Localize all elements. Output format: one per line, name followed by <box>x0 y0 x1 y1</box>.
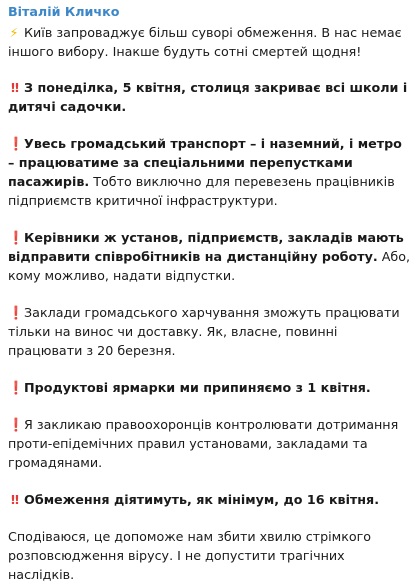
intro-text: Київ запроваджує більш суворі обмеження. В нас немає іншого вибору. Інакше будуть сотні смертей щодня! <box>8 25 402 59</box>
law-enforcement-text: Я закликаю правоохоронців контролювати дотримання проти-епідемічних правил установами, закладами та громадянами. <box>8 417 399 470</box>
exclamation-icon: ❗ <box>8 417 24 432</box>
remote-work-text: Або, кому можливо, надати відпустки. <box>8 249 411 283</box>
double-exclamation-icon: ‼ <box>11 80 17 95</box>
exclamation-icon: ❗ <box>8 136 24 151</box>
lightning-icon: ⚡ <box>9 25 19 40</box>
transport-bold-text: Увесь громадський транспорт – і наземний, і метро – працюватиме за спеціальними перепустками пасажирів. <box>8 136 402 189</box>
exclamation-icon: ❗ <box>8 380 24 395</box>
fairs-paragraph <box>8 378 411 397</box>
duration-paragraph <box>8 490 411 509</box>
schools-text: З понеділка, 5 квітня, столиця закриває всі школи і дитячі садочки. <box>8 80 408 114</box>
author-name[interactable]: Віталій Кличко <box>8 4 120 19</box>
closing-paragraph: Сподіваюся, це допоможе нам збити хвилю стрімкого розповсюдження вірусу. І не допустити трагічних наслідків. <box>8 529 372 582</box>
law-enforcement-paragraph <box>8 415 411 472</box>
exclamation-icon: ❗ <box>8 305 24 320</box>
schools-paragraph <box>8 78 411 116</box>
catering-text: Заклади громадського харчування зможуть працювати тільки на винос чи доставку. Як, власне, повинні працювати з 20 березня. <box>8 305 400 358</box>
intro-paragraph <box>8 23 411 61</box>
fairs-text: Продуктові ярмарки ми припиняємо з 1 квітня. <box>24 380 371 395</box>
remote-work-bold-text: Керівники ж установ, підприємств, закладів мають відправити співробітників на дистанційну роботу. <box>8 230 404 264</box>
transport-text: Тобто виключно для перевезень працівників підприємств критичної інфраструктури. <box>8 174 395 208</box>
remote-work-paragraph <box>8 228 411 285</box>
double-exclamation-icon: ‼ <box>11 492 17 507</box>
duration-text: Обмеження діятимуть, як мінімум, до 16 квітня. <box>24 492 380 507</box>
exclamation-icon: ❗ <box>8 230 24 245</box>
catering-paragraph <box>8 303 411 360</box>
transport-paragraph <box>8 134 411 210</box>
